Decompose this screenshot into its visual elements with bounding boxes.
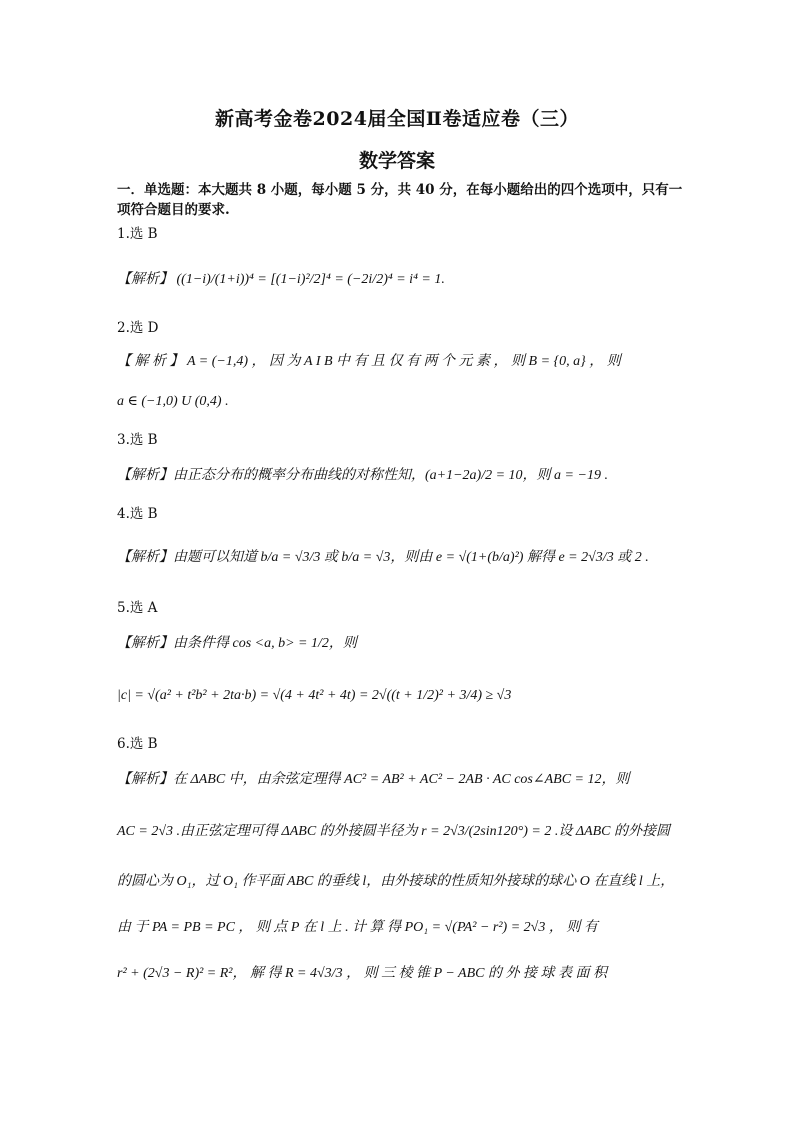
q2-answer: 2.选 D	[117, 320, 159, 336]
q5-answer: 5.选 A	[117, 600, 158, 616]
q3-solution: 【解析】由正态分布的概率分布曲线的对称性知，(a+1−2a)/2 = 10，则 a = −19 .	[117, 468, 608, 483]
q6-answer: 6.选 B	[117, 736, 158, 752]
q4-answer: 4.选 B	[117, 506, 158, 522]
section-heading: 一．单选题：本大题共 8 小题，每小题 5 分，共 40 分，在每小题给出的四个选项中，只有一项符合题目的要求.	[117, 182, 683, 218]
q5-solution-line2: |c| = √(a² + t²b² + 2ta·b) = √(4 + 4t² + 4t) = 2√((t + 1/2)² + 3/4) ≥ √3	[117, 688, 512, 703]
q6-solution-line4: 由 于 PA = PB = PC ， 则 点 P 在 l 上 . 计 算 得 PO₁ = √(PA² − r²) = 2√3 ， 则 有	[117, 920, 598, 935]
q1-answer: 1.选 B	[117, 226, 158, 242]
page-subtitle: 数学答案	[358, 150, 435, 172]
q2-solution-line2: a ∈ (−1,0) U (0,4) .	[117, 394, 229, 409]
q5-solution-line1: 【解析】由条件得 cos <a, b> = 1/2，则	[117, 636, 357, 651]
q6-solution-line5: r² + (2√3 − R)² = R²， 解 得 R = 4√3/3 ， 则 三 棱 锥 P − ABC 的 外 接 球 表 面 积	[117, 966, 607, 981]
page-title: 新高考金卷2024届全国Ⅱ卷适应卷（三）	[215, 108, 579, 130]
q2-solution-line1: 【 解 析 】 A = (−1,4) ， 因 为 A I B 中 有 且 仅 有 两 个 元 素 ， 则 B = {0, a} ， 则	[117, 354, 621, 369]
q6-solution-line3: 的圆心为 O₁，过 O₁ 作平面 ABC 的垂线 l，由外接球的性质知外接球的球心 O 在直线 l 上，	[117, 874, 675, 889]
q3-answer: 3.选 B	[117, 432, 158, 448]
q4-solution: 【解析】由题可以知道 b/a = √3/3 或 b/a = √3，则由 e = √(1+(b/a)²) 解得 e = 2√3/3 或 2 .	[117, 550, 649, 565]
q6-solution-line2: AC = 2√3 .由正弦定理可得 ΔABC 的外接圆半径为 r = 2√3/(2sin120°) = 2 .设 ΔABC 的外接圆	[117, 824, 671, 839]
q1-solution: 【解析】 ((1−i)/(1+i))⁴ = [(1−i)²/2]⁴ = (−2i/2)⁴ = i⁴ = 1.	[117, 272, 445, 287]
q6-solution-line1: 【解析】在 ΔABC 中，由余弦定理得 AC² = AB² + AC² − 2AB · AC cos∠ABC = 12，则	[117, 772, 630, 787]
